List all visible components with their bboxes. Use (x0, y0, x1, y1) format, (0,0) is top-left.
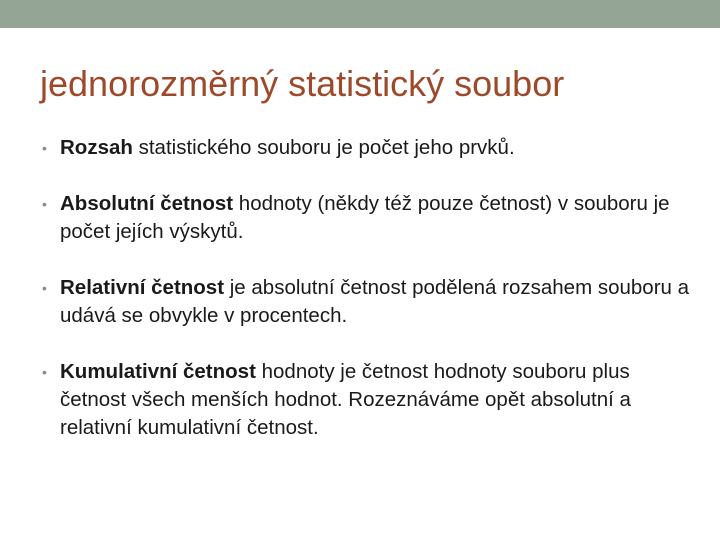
bullet-list (40, 134, 690, 442)
bullet-text: statistického souboru je počet jeho prvků. (132, 136, 515, 159)
bullet-term: Rozsah (60, 136, 133, 159)
bullet-dot-icon: • (42, 280, 47, 296)
bullet-term: Relativní četnost (60, 276, 225, 299)
bullet-item-kumulativni-cetnost (40, 358, 690, 442)
bullet-text: hodnoty je četnost hodnoty souboru plus četnost všech menších hodnot. Rozeznáváme opět absolutní a relativní kumulativní četnost. (60, 360, 631, 439)
bullet-item-relativni-cetnost (40, 274, 690, 330)
bullet-term: Kumulativní četnost (60, 360, 256, 383)
bullet-dot-icon: • (42, 196, 47, 212)
bullet-dot-icon: • (42, 140, 47, 156)
bullet-term: Absolutní četnost (60, 192, 234, 215)
bullet-item-rozsah (40, 134, 690, 162)
bullet-dot-icon: • (42, 364, 47, 380)
bullet-item-absolutni-cetnost (40, 190, 690, 246)
bullet-text: hodnoty (někdy též pouze četnost) v souboru je počet jejích výskytů. (60, 192, 670, 243)
slide-title: jednorozměrný statistický soubor (40, 63, 565, 104)
bullet-text: je absolutní četnost podělená rozsahem souboru a udává se obvykle v procentech. (60, 276, 690, 327)
top-accent-bar (0, 0, 720, 28)
